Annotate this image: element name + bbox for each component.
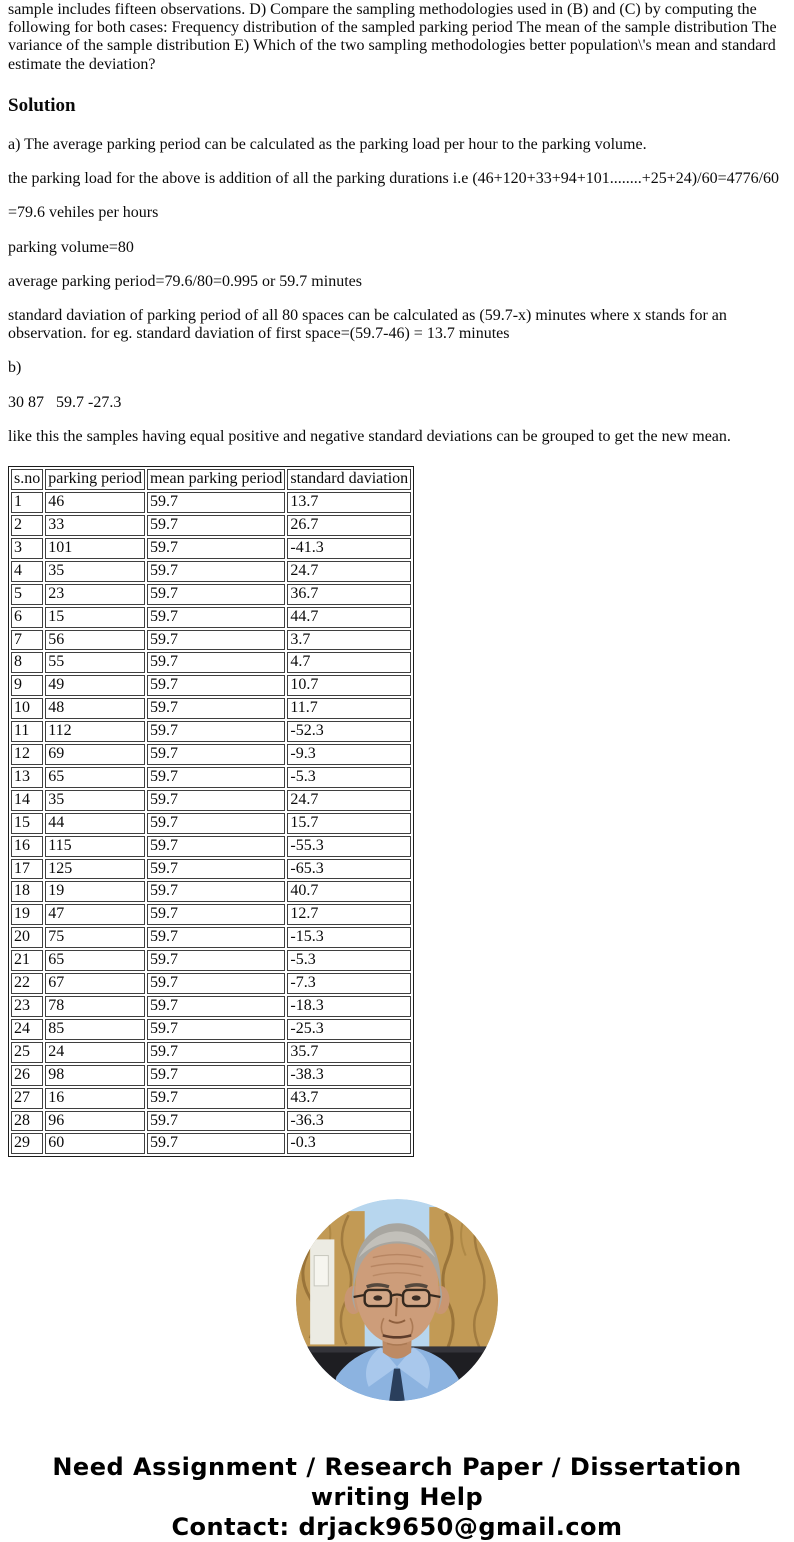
table-row <box>11 492 411 513</box>
table-cell: -5.3 <box>287 950 411 971</box>
table-cell: 20 <box>11 927 43 948</box>
table-row <box>11 1111 411 1132</box>
table-cell: 59.7 <box>147 973 285 994</box>
table-cell: 24 <box>11 1019 43 1040</box>
table-row <box>11 607 411 628</box>
table-cell: 3 <box>11 538 43 559</box>
table-cell: 35 <box>45 790 145 811</box>
table-cell: 98 <box>45 1065 145 1086</box>
table-row <box>11 904 411 925</box>
table-row <box>11 515 411 536</box>
table-row <box>11 973 411 994</box>
table-row <box>11 836 411 857</box>
solution-paragraph: standard daviation of parking period of all 80 spaces can be calculated as (59.7-x) minutes where x stands for an observation. for eg. standard daviation of first space=(59.7-46) = 13.7 minutes <box>8 307 731 343</box>
table-cell: 59.7 <box>147 630 285 651</box>
table-cell: 59.7 <box>147 859 285 880</box>
table-cell: 17 <box>11 859 43 880</box>
table-cell: 59.7 <box>147 675 285 696</box>
table-cell: 46 <box>45 492 145 513</box>
table-cell: 29 <box>11 1133 43 1154</box>
table-row <box>11 630 411 651</box>
table-cell: 24.7 <box>287 561 411 582</box>
table-row <box>11 813 411 834</box>
table-row <box>11 698 411 719</box>
table-row <box>11 927 411 948</box>
table-cell: -38.3 <box>287 1065 411 1086</box>
table-cell: 24 <box>45 1042 145 1063</box>
table-cell: 13 <box>11 767 43 788</box>
table-cell: 23 <box>45 584 145 605</box>
table-cell: 24.7 <box>287 790 411 811</box>
solution-paragraph: 30 87 59.7 -27.3 <box>8 393 122 411</box>
table-cell: 115 <box>45 836 145 857</box>
column-header-mean-parking-period: mean parking period <box>147 469 285 490</box>
table-cell: 12 <box>11 744 43 765</box>
tutor-photo-illustration <box>296 1199 498 1401</box>
table-cell: 10 <box>11 698 43 719</box>
table-cell: 112 <box>45 721 145 742</box>
table-cell: 9 <box>11 675 43 696</box>
table-cell: 59.7 <box>147 1019 285 1040</box>
table-cell: 59.7 <box>147 515 285 536</box>
table-cell: 69 <box>45 744 145 765</box>
table-cell: 14 <box>11 790 43 811</box>
table-row <box>11 584 411 605</box>
deviation-table <box>8 466 414 1157</box>
table-cell: 16 <box>45 1088 145 1109</box>
table-cell: 59.7 <box>147 767 285 788</box>
table-cell: -65.3 <box>287 859 411 880</box>
table-cell: 3.7 <box>287 630 411 651</box>
table-cell: 59.7 <box>147 744 285 765</box>
table-row <box>11 675 411 696</box>
table-cell: 15 <box>45 607 145 628</box>
column-header-parking-period: parking period <box>45 469 145 490</box>
table-cell: 1 <box>11 492 43 513</box>
table-cell: -41.3 <box>287 538 411 559</box>
table-cell: -18.3 <box>287 996 411 1017</box>
table-cell: -55.3 <box>287 836 411 857</box>
table-cell: 44.7 <box>287 607 411 628</box>
table-cell: 49 <box>45 675 145 696</box>
table-cell: 96 <box>45 1111 145 1132</box>
solution-paragraph: b) <box>8 359 22 377</box>
table-row <box>11 881 411 902</box>
table-cell: 59.7 <box>147 836 285 857</box>
table-cell: 16 <box>11 836 43 857</box>
table-row <box>11 561 411 582</box>
table-cell: 59.7 <box>147 492 285 513</box>
table-cell: 27 <box>11 1088 43 1109</box>
table-cell: 25 <box>11 1042 43 1063</box>
table-cell: 26 <box>11 1065 43 1086</box>
column-header-standard-daviation: standard daviation <box>287 469 411 490</box>
footer-line: Need Assignment / Research Paper / Dissertation <box>52 1453 742 1482</box>
table-row <box>11 652 411 673</box>
table-cell: 101 <box>45 538 145 559</box>
table-cell: 59.7 <box>147 698 285 719</box>
table-cell: 65 <box>45 767 145 788</box>
table-row <box>11 767 411 788</box>
table-cell: 75 <box>45 927 145 948</box>
footer-line: writing Help <box>310 1483 484 1512</box>
table-cell: 59.7 <box>147 1065 285 1086</box>
table-cell: 4 <box>11 561 43 582</box>
table-cell: 40.7 <box>287 881 411 902</box>
table-row <box>11 996 411 1017</box>
table-row <box>11 790 411 811</box>
table-cell: 5 <box>11 584 43 605</box>
table-row <box>11 744 411 765</box>
table-cell: -0.3 <box>287 1133 411 1154</box>
table-cell: 59.7 <box>147 721 285 742</box>
table-cell: 65 <box>45 950 145 971</box>
table-cell: 59.7 <box>147 950 285 971</box>
table-cell: 59.7 <box>147 1088 285 1109</box>
table-cell: 35 <box>45 561 145 582</box>
solution-paragraph: the parking load for the above is addition of all the parking durations i.e (46+120+33+94+101........+25+24)/60=4776/60 <box>8 170 780 188</box>
table-cell: 36.7 <box>287 584 411 605</box>
table-row <box>11 1019 411 1040</box>
table-cell: 15.7 <box>287 813 411 834</box>
table-cell: 13.7 <box>287 492 411 513</box>
table-cell: -52.3 <box>287 721 411 742</box>
footer-promo <box>8 1452 786 1542</box>
table-cell: 59.7 <box>147 1042 285 1063</box>
table-cell: -7.3 <box>287 973 411 994</box>
table-cell: 59.7 <box>147 927 285 948</box>
table-row <box>11 1088 411 1109</box>
table-cell: 2 <box>11 515 43 536</box>
table-cell: 59.7 <box>147 996 285 1017</box>
table-cell: 8 <box>11 652 43 673</box>
table-cell: 59.7 <box>147 538 285 559</box>
table-cell: -9.3 <box>287 744 411 765</box>
table-row <box>11 538 411 559</box>
table-cell: 55 <box>45 652 145 673</box>
table-cell: 59.7 <box>147 1133 285 1154</box>
table-cell: 59.7 <box>147 904 285 925</box>
table-cell: 59.7 <box>147 813 285 834</box>
column-header-sno: s.no <box>11 469 43 490</box>
table-cell: 59.7 <box>147 561 285 582</box>
table-row <box>11 1042 411 1063</box>
table-body <box>11 492 411 1154</box>
table-cell: 19 <box>45 881 145 902</box>
table-row <box>11 1065 411 1086</box>
table-cell: 125 <box>45 859 145 880</box>
table-cell: 22 <box>11 973 43 994</box>
table-cell: 23 <box>11 996 43 1017</box>
table-cell: 44 <box>45 813 145 834</box>
table-cell: 59.7 <box>147 881 285 902</box>
table-cell: 48 <box>45 698 145 719</box>
table-cell: 6 <box>11 607 43 628</box>
solution-paragraph: average parking period=79.6/80=0.995 or 59.7 minutes <box>8 272 362 290</box>
table-cell: 59.7 <box>147 584 285 605</box>
table-cell: 11 <box>11 721 43 742</box>
table-cell: -36.3 <box>287 1111 411 1132</box>
solution-heading: Solution <box>8 94 76 116</box>
tutor-photo <box>296 1199 498 1401</box>
table-row <box>11 950 411 971</box>
table-cell: 7 <box>11 630 43 651</box>
table-header-row <box>11 469 411 490</box>
table-cell: 60 <box>45 1133 145 1154</box>
question-excerpt: sample includes fifteen observations. D) Compare the sampling methodologies used in (B) and (C) by computing the following for both cases: Frequency distribution of the sampled parking period The mean of the sample distribution The variance of the sample distribution E) Which of the two sampling methodologies better population\'s mean and standard estimate the deviation? <box>8 1 781 73</box>
solution-paragraph: a) The average parking period can be calculated as the parking load per hour to the parking volume. <box>8 135 647 153</box>
table-cell: 18 <box>11 881 43 902</box>
table-cell: 21 <box>11 950 43 971</box>
table-cell: 56 <box>45 630 145 651</box>
table-cell: 59.7 <box>147 652 285 673</box>
table-cell: 67 <box>45 973 145 994</box>
table-cell: 78 <box>45 996 145 1017</box>
table-cell: 59.7 <box>147 790 285 811</box>
table-cell: 4.7 <box>287 652 411 673</box>
table-cell: 43.7 <box>287 1088 411 1109</box>
table-row <box>11 721 411 742</box>
solution-paragraph: =79.6 vehiles per hours <box>8 204 159 222</box>
table-cell: 12.7 <box>287 904 411 925</box>
table-row <box>11 859 411 880</box>
table-cell: -25.3 <box>287 1019 411 1040</box>
solution-paragraph: parking volume=80 <box>8 238 134 256</box>
solution-paragraph: like this the samples having equal positive and negative standard deviations can be grouped to get the new mean. <box>8 427 731 445</box>
table-cell: 59.7 <box>147 1111 285 1132</box>
table-cell: -15.3 <box>287 927 411 948</box>
table-cell: 11.7 <box>287 698 411 719</box>
table-cell: 47 <box>45 904 145 925</box>
table-cell: -5.3 <box>287 767 411 788</box>
table-cell: 26.7 <box>287 515 411 536</box>
table-row <box>11 1133 411 1154</box>
table-cell: 19 <box>11 904 43 925</box>
table-cell: 59.7 <box>147 607 285 628</box>
table-cell: 10.7 <box>287 675 411 696</box>
footer-line: Contact: drjack9650@gmail.com <box>171 1513 623 1542</box>
table-cell: 85 <box>45 1019 145 1040</box>
table-cell: 15 <box>11 813 43 834</box>
table-cell: 28 <box>11 1111 43 1132</box>
table-cell: 35.7 <box>287 1042 411 1063</box>
table-cell: 33 <box>45 515 145 536</box>
